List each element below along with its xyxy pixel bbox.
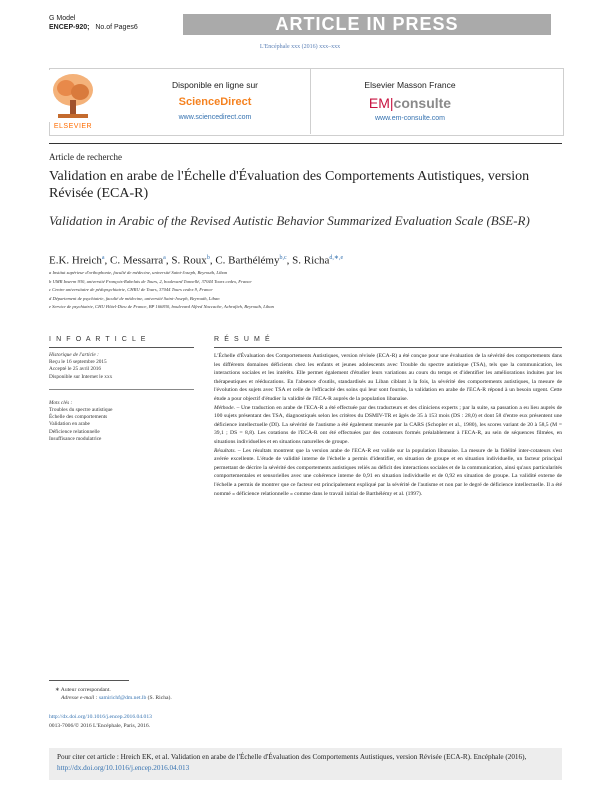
- info-divider: [49, 389, 194, 391]
- em-consulte-link[interactable]: www.em-consulte.com: [374, 115, 446, 122]
- author-sup[interactable]: b,c: [279, 255, 287, 261]
- email-link[interactable]: samirichf@dm.net.lb: [98, 695, 147, 701]
- author-name: E.K. Hreich: [49, 254, 102, 267]
- em-logo-left: EM|: [368, 95, 394, 111]
- affiliation-item: a Institut supérieur d'orthophonie, faculté de médecine, université Saint-Joseph, Beyrouth, Liban: [49, 270, 228, 275]
- em-publisher-name: Elsevier Masson France: [364, 80, 456, 90]
- article-type: Article de recherche: [49, 152, 122, 162]
- publisher-divider: [310, 68, 311, 134]
- history-item: Reçu le 16 septembre 2015: [49, 359, 107, 366]
- method-text: – Une traduction en arabe de l'ECA-R a été effectuée par des traducteurs et des cliniciens experts ; par la suite, sa passation a eu lieu auprès de 100 sujets présentant des TSA, diagnostiqués selon les critères du DSMIV-TR et âgés de 35 à 153 mois (DS : 28,0) et dont 58 d'entre eux présentent une déficience intellectuelle (DI). La sévérité de l'autisme a été également mesurée par la CARS (Schopler et al., 1980), les scores variant de 20 à 58,5 (M = 39,1 ; DS = 8,8). Les cotations de l'ECA-R ont été effectuées par des cotateurs formés préalablement à l'ECA-R, au sein de séquences filmées, en situations individuelles et en situations naturelles de groupe.: [214, 404, 562, 445]
- gmodel-label: G Model: [49, 15, 76, 22]
- em-consulte-logo[interactable]: [325, 95, 495, 111]
- author-sup[interactable]: a: [101, 255, 105, 261]
- abstract-intro: L'Échelle d'Évaluation des Comportements Autistiques, version révisée (ECA-R) a été conçue pour une évaluation de la sévérité des comportements dans les différents domaines déficients chez les enfants et jeunes adolescents avec Trouble du spectre autistique (TSA), tels que la communication, les interactions sociales et les intérêts. Elle permet également d'étudier leurs variations au cours du temps et d'identifier les améliorations induites par les thérapeutiques et rééducations. En l'absence d'outils, standardisés au Liban ciblant à la fois, la sévérité des comportements autistiques, la mesure de l'évolution des sujets avec TSA et celle de l'efficacité des soins qui leur sont fournis, la validation en arabe de l'ECA-R répond à un besoin urgent. Cette étude a pour objectif d'étudier la validité de l'ECA-R auprès de la population libanaise.: [214, 353, 562, 402]
- keyword: Insuffisance modulatrice: [49, 435, 102, 442]
- affiliation-item: d Département de psychiatrie, faculté de médecine, université Saint-Joseph, Beyrouth, Liban: [49, 295, 220, 301]
- author-name: S. Roux: [171, 254, 207, 267]
- affiliations: [49, 269, 559, 312]
- info-article-heading: I N F O A R T I C L E: [49, 336, 148, 343]
- author-list: E.K. Hreich$^a$, C. Messarra$^a$, S. Roux$^b$, C. Barthélémy$^{b,c}$, S. Richa$^{d,∗,e}$: [49, 254, 344, 267]
- info-rule: [49, 347, 194, 348]
- email-suffix: (S. Richa).: [146, 695, 172, 701]
- history-item: Disponible sur Internet le xxx: [49, 373, 113, 380]
- resume-rule: [214, 347, 562, 348]
- author-name: C. Messarra: [110, 254, 164, 267]
- corresponding-note: ∗ Auteur correspondant.: [55, 687, 111, 693]
- article-info: [49, 352, 194, 443]
- email-label: Adresse e-mail :: [61, 695, 98, 701]
- author-name: S. Richa: [292, 254, 330, 267]
- history-label: Historique de l'article :: [49, 352, 99, 358]
- method-label: Méthode.: [214, 404, 235, 411]
- doi-link[interactable]: http://dx.doi.org/10.1016/j.encep.2016.04.013: [49, 714, 152, 720]
- abstract-method: [214, 404, 562, 447]
- keyword: Échelle des comportements: [49, 414, 108, 421]
- header-rule: [49, 143, 562, 144]
- citation-box: [49, 748, 562, 780]
- em-logo-right: consulte: [393, 95, 452, 111]
- sd-available-label: Disponible en ligne sur: [172, 80, 258, 90]
- journal-citation-line[interactable]: L'Encéphale xxx (2016) xxx–xxx: [259, 44, 341, 50]
- abstract-results: [214, 447, 562, 499]
- page-count: No.of Pages6: [95, 24, 138, 31]
- footnote-rule: [49, 680, 129, 681]
- author-sup[interactable]: b: [206, 255, 210, 261]
- title-french: Validation en arabe de l'Échelle d'Évaluation des Comportements Autistiques, version Révisée (ECA-R): [49, 169, 530, 201]
- keyword: Validation en arabe: [49, 421, 90, 428]
- author-sup[interactable]: a: [163, 255, 166, 261]
- affiliation-item: b UMR Inserm 930, université François-Rabelais de Tours, 2, boulevard Tonnellé, 37044 Tours cedex, France: [49, 278, 252, 284]
- sciencedirect-link[interactable]: www.sciencedirect.com: [178, 114, 252, 121]
- author-sup[interactable]: d,∗,e: [329, 255, 344, 261]
- keyword: Déficience relationnelle: [49, 428, 100, 435]
- title-english: Validation in Arabic of the Revised Autistic Behavior Summarized Evaluation Scale (BSE-R): [49, 213, 530, 228]
- resume-heading: R É S U M É: [214, 336, 272, 343]
- footnote: [49, 686, 172, 702]
- article-in-press-banner: ARTICLE IN PRESS: [183, 14, 551, 35]
- abstract-body: [214, 352, 562, 498]
- results-text: – Les résultats montrent que la version arabe de l'ECA-R est valide sur la population libanaise. La mesure de la fidélité inter-cotateurs s'est avérée excellente. L'étude de validité interne de l'échelle a permis d'identifier, en situation de groupe et en situation individuelle, un facteur principal permettant de décrire la sévérité des comportements autistiques reliés au déficit des interactions sociales et de la communication, ainsi qu'aux particularités comportementales et sensorielles avec une cohérence interne de 0,91 en situation individuelle et de 0,92 en situation de groupe. La validité externe de l'échelle a permis de montrer que ce facteur est principalement expliqué par la sévérité de l'autisme et non par le degré de déficience intellectuelle. Il a été nommé « déficience relationnelle » comme dans le travail initial de Barthélémy et al. (1997).: [214, 447, 562, 497]
- copyright: 0013-7006/© 2016 L'Encéphale, Paris, 2016.: [49, 723, 151, 729]
- keyword: Troubles du spectre autistique: [49, 407, 113, 414]
- history-item: Accepté le 25 avril 2016: [49, 366, 102, 373]
- keywords-label: Mots clés :: [49, 399, 73, 406]
- article-code: ENCEP-920;: [49, 24, 90, 31]
- affiliation-item: c Centre universitaire de pédopsychiatrie, CHRU de Tours, 37044 Tours cedex 9, France: [49, 287, 213, 292]
- running-header-left: [49, 14, 138, 32]
- results-label: Résultats.: [214, 447, 236, 454]
- author-name: C. Barthélémy: [215, 254, 280, 267]
- sciencedirect-logo[interactable]: ScienceDirect: [178, 96, 252, 108]
- elsevier-wordmark: ELSEVIER: [53, 123, 93, 130]
- affiliation-item: e Service de psychiatrie, CHU Hôtel-Dieu de France, BP 166830, boulevard Alfred Naccache, Achrafieh, Beyrouth, Liban: [49, 304, 274, 309]
- citation-doi-link[interactable]: http://dx.doi.org/10.1016/j.encep.2016.04.013: [57, 764, 190, 772]
- citation-text: Pour citer cet article : Hreich EK, et al. Validation en arabe de l'Échelle d'Évaluation des Comportements Autistiques, version Révisée (ECA-R). Encéphale (2016),: [57, 753, 527, 761]
